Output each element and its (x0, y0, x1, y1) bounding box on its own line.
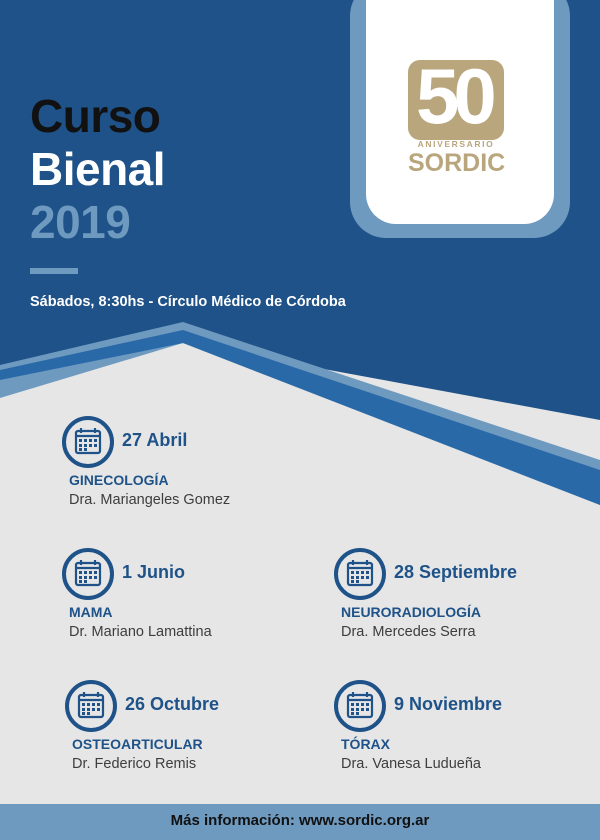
event-card (334, 680, 574, 780)
logo-brand: SORDIC (408, 149, 506, 177)
calendar-icon (334, 680, 386, 732)
logo-number: 50 (416, 52, 491, 140)
event-card (62, 416, 302, 516)
event-doctor: Dra. Vanesa Ludueña (341, 756, 482, 772)
event-topic: MAMA (69, 604, 113, 620)
calendar-icon (62, 548, 114, 600)
event-date: 1 Junio (122, 562, 186, 582)
logo-tagline: ANIVERSARIO (417, 139, 495, 149)
event-date: 28 Septiembre (394, 562, 518, 582)
event-doctor: Dra. Mercedes Serra (341, 624, 476, 640)
event-doctor: Dr. Federico Remis (72, 756, 197, 772)
event-topic: GINECOLOGÍA (69, 472, 169, 488)
event-card (65, 680, 305, 780)
calendar-icon (65, 680, 117, 732)
event-topic: OSTEOARTICULAR (72, 736, 203, 752)
title-year: 2019 (30, 196, 131, 248)
event-doctor: Dr. Mariano Lamattina (69, 624, 212, 640)
event-card (62, 548, 302, 648)
event-date: 26 Octubre (125, 694, 220, 714)
calendar-icon (62, 416, 114, 468)
calendar-icon (334, 548, 386, 600)
event-topic: NEURORADIOLOGÍA (341, 604, 481, 620)
title-line-2: Bienal (30, 143, 166, 195)
title-line-1: Curso (30, 90, 161, 142)
title-divider (30, 268, 78, 274)
sordic-50-logo (408, 52, 506, 178)
subtitle: Sábados, 8:30hs - Círculo Médico de Córdoba (30, 294, 346, 310)
event-date: 9 Noviembre (394, 694, 503, 714)
event-topic: TÓRAX (341, 736, 390, 752)
footer-bar (0, 804, 600, 840)
footer-info-link[interactable]: Más información: www.sordic.org.ar (170, 812, 430, 829)
event-card (334, 548, 574, 648)
event-date: 27 Abril (122, 430, 188, 450)
logo-50-badge (408, 52, 504, 140)
event-doctor: Dra. Mariangeles Gomez (69, 492, 231, 508)
